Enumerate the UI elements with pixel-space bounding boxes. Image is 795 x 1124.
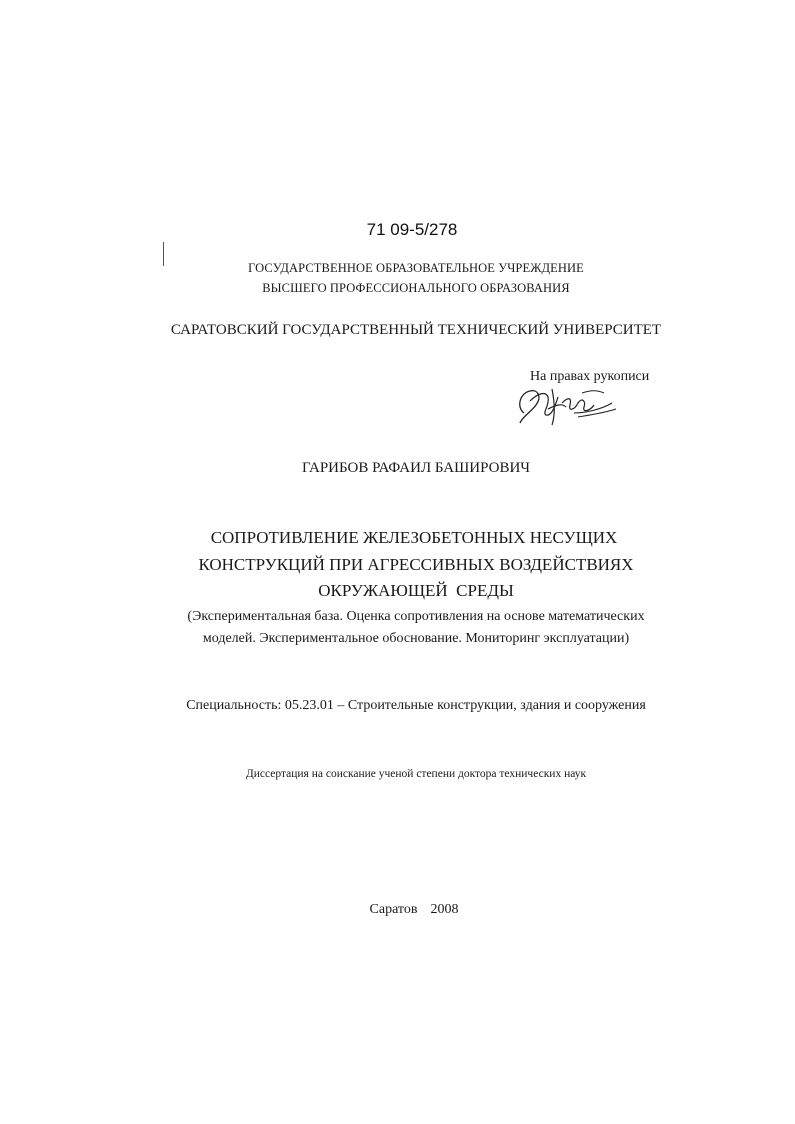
manuscript-note: На правах рукописи (530, 369, 650, 384)
subtitle-line-1: (Экспериментальная база. Оценка сопротивления на основе математических (187, 609, 645, 624)
city-year: Саратов 2008 (369, 902, 459, 917)
author-name: ГАРИБОВ РАФАИЛ БАШИРОВИЧ (301, 460, 531, 476)
handwritten-signature (512, 383, 622, 429)
specialty-line: Специальность: 05.23.01 – Строительные конструкции, здания и сооружения (186, 698, 646, 713)
title-line-2: КОНСТРУКЦИЙ ПРИ АГРЕССИВНЫХ ВОЗДЕЙСТВИЯХ (198, 555, 634, 574)
margin-mark (163, 242, 164, 266)
subtitle-line-2: моделей. Экспериментальное обоснование. Мониторинг эксплуатации) (202, 631, 630, 646)
dissertation-note: Диссертация на соискание ученой степени доктора технических наук (245, 768, 587, 780)
title-line-3: ОКРУЖАЮЩЕЙ СРЕДЫ (318, 581, 514, 600)
institution-line-2: ВЫСШЕГО ПРОФЕССИОНАЛЬНОГО ОБРАЗОВАНИЯ (262, 281, 570, 295)
document-code-number: 71 09-5/278 (366, 220, 458, 239)
title-line-1: СОПРОТИВЛЕНИЕ ЖЕЛЕЗОБЕТОННЫХ НЕСУЩИХ (210, 528, 618, 547)
university-name: САРАТОВСКИЙ ГОСУДАРСТВЕННЫЙ ТЕХНИЧЕСКИЙ УНИВЕРСИТЕТ (170, 322, 662, 338)
institution-line-1: ГОСУДАРСТВЕННОЕ ОБРАЗОВАТЕЛЬНОЕ УЧРЕЖДЕНИЕ (248, 261, 584, 275)
